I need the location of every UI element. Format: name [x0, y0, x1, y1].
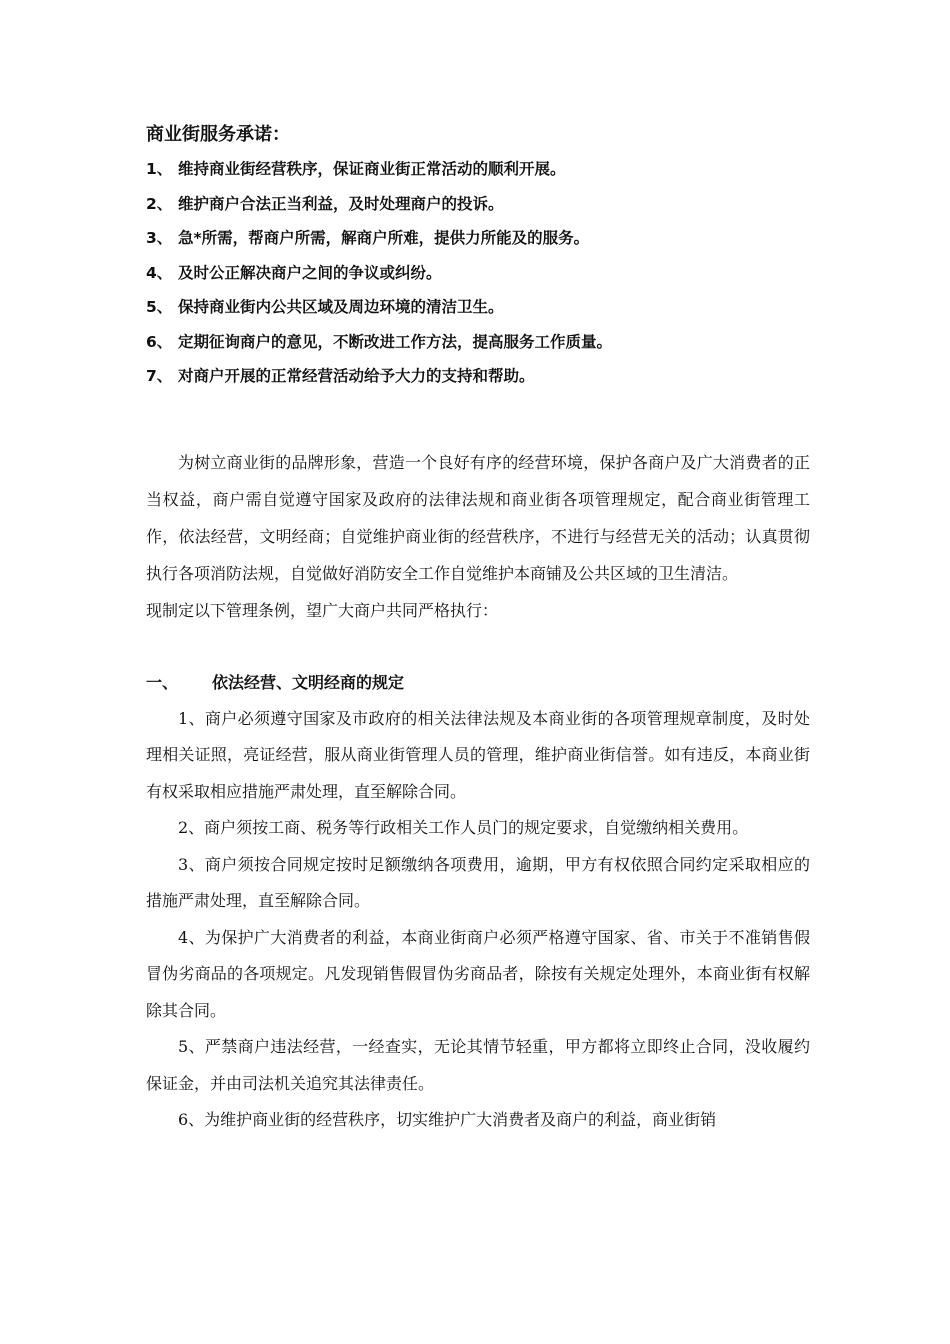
list-item [146, 187, 810, 222]
list-item-number: 1、 [146, 160, 173, 178]
spacer [146, 394, 810, 444]
service-commitment-list [146, 152, 810, 394]
list-item-text: 及时公正解决商户之间的争议或纠纷。 [178, 263, 442, 282]
list-item-number: 7、 [146, 367, 173, 385]
list-item [146, 256, 810, 291]
list-item [146, 221, 810, 256]
list-item-number: 4、 [146, 263, 173, 282]
list-item [146, 152, 810, 187]
document-page [146, 118, 810, 1139]
list-item-number: 2、 [146, 194, 173, 213]
list-item-text: 急*所需，帮商户所需，解商户所难，提供力所能及的服务。 [178, 229, 590, 247]
list-item-text: 保持商业街内公共区域及周边环境的清洁卫生。 [178, 298, 504, 316]
list-item-text: 维护商户合法正当利益，及时处理商户的投诉。 [178, 194, 504, 213]
section-number: 一、 [146, 672, 179, 692]
list-item-text: 对商户开展的正常经营活动给予大力的支持和帮助。 [178, 367, 535, 385]
spacer [146, 629, 810, 665]
list-item [146, 325, 810, 360]
list-item [146, 359, 810, 394]
intro-paragraph: 为树立商业街的品牌形象，营造一个良好有序的经营环境，保护各商户及广大消费者的正当权益，商户需自觉遵守国家及政府的法律法规和商业街各项管理规定，配合商业街管理工作，依法经营，文明经商；自觉维护商业街的经营秩序，不进行与经营无关的活动；认真贯彻执行各项消防法规，自觉做好消防安全工作自觉维护本商铺及公共区域的卫生清洁。 [146, 452, 810, 583]
section-heading [146, 665, 810, 701]
document-title: 商业街服务承诺： [146, 124, 290, 145]
rule-paragraph: 2、商户须按工商、税务等行政相关工作人员门的规定要求，自觉缴纳相关费用。 [178, 818, 749, 837]
list-item-text: 维持商业街经营秩序，保证商业街正常活动的顺利开展。 [178, 160, 566, 178]
list-item-number: 5、 [146, 298, 173, 316]
list-item-text: 定期征询商户的意见，不断改进工作方法，提高服务工作质量。 [178, 332, 613, 351]
rule-paragraph: 5、严禁商户违法经营，一经查实，无论其情节轻重，甲方都将立即终止合同，没收履约保证金，并由司法机关追究其法律责任。 [146, 1037, 810, 1093]
list-item-number: 6、 [146, 332, 173, 351]
rule-paragraph: 6、为维护商业街的经营秩序，切实维护广大消费者及商户的利益，商业街销 [178, 1110, 717, 1129]
rule-paragraph: 3、商户须按合同规定按时足额缴纳各项费用，逾期，甲方有权依照合同约定采取相应的措施严肃处理，直至解除合同。 [146, 854, 810, 910]
section-title: 依法经营、文明经商的规定 [212, 672, 405, 692]
list-item [146, 290, 810, 325]
rule-paragraph: 1、商户必须遵守国家及市政府的相关法律法规及本商业街的各项管理规章制度，及时处理相关证照，亮证经营，服从商业街管理人员的管理，维护商业街信誉。如有违反，本商业街有权采取相应措施严肃处理，直至解除合同。 [146, 708, 810, 801]
list-item-number: 3、 [146, 229, 173, 247]
intro-closing: 现制定以下管理条例，望广大商户共同严格执行： [146, 600, 499, 620]
rule-paragraph: 4、为保护广大消费者的利益，本商业街商户必须严格遵守国家、省、市关于不准销售假冒伪劣商品的各项规定。凡发现销售假冒伪劣商品者，除按有关规定处理外，本商业街有权解除其合同。 [146, 927, 810, 1020]
